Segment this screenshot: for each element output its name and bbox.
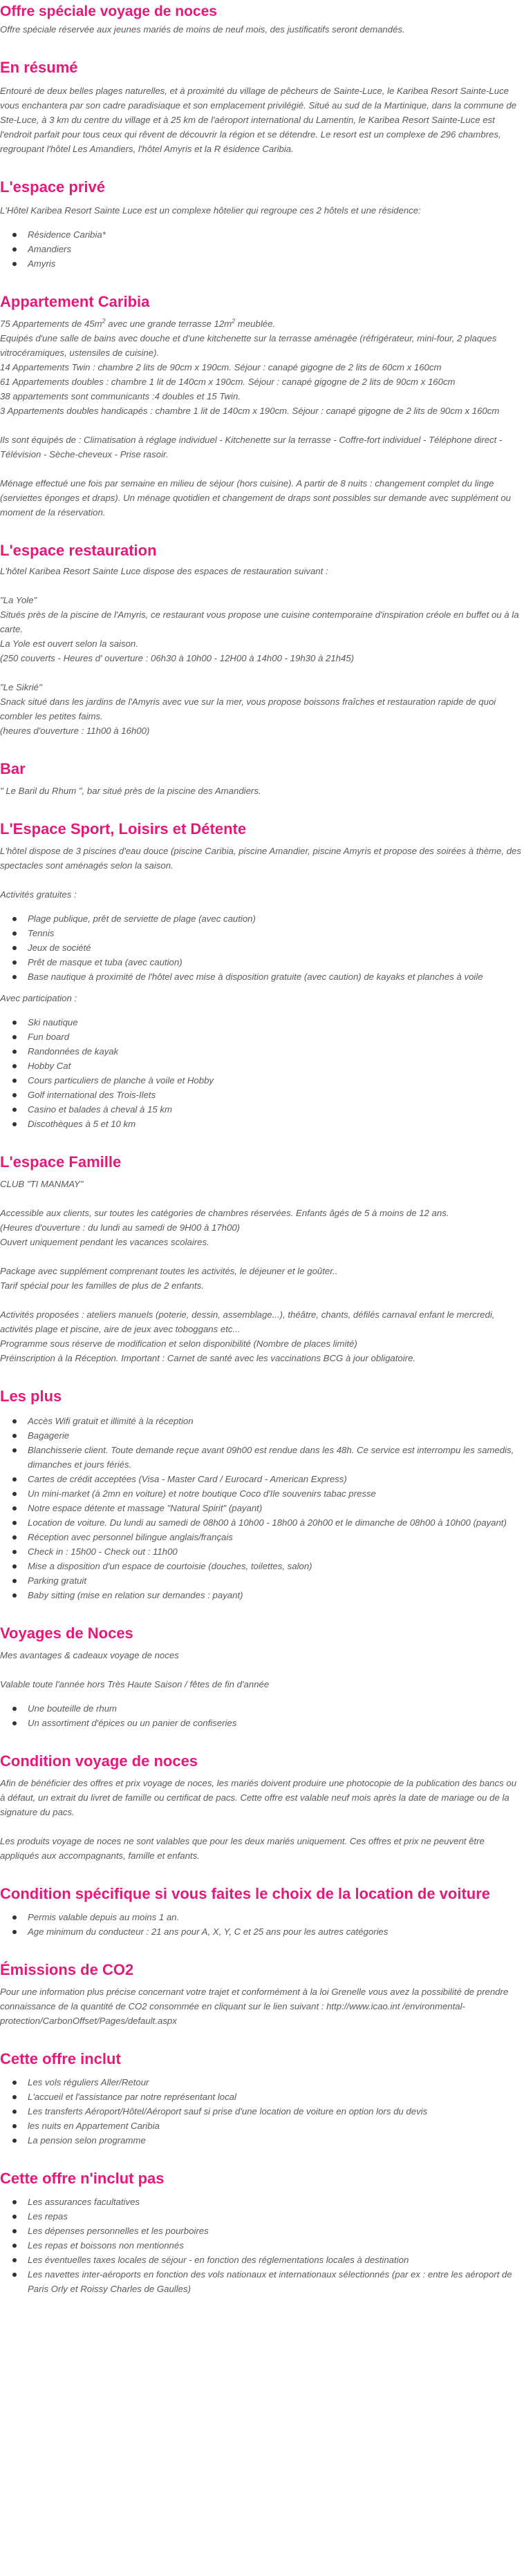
caribia-detail: Equipés d'une salle de bains avec douche et d'une kitchenette sur la terrasse aménagée (réfrigérateur, mini-four, 2 plaques vitrocéramiques, ustensiles de cuisine). <box>0 333 497 358</box>
sport-paid-list <box>0 1015 524 1131</box>
condition-noces-title: Condition voyage de noces <box>0 1752 198 1770</box>
snack-name: "Le Sikrié" <box>0 682 42 692</box>
list-item: Discothèques à 5 et 10 km <box>28 1117 524 1131</box>
caribia-equipment: Ils sont équipés de : Climatisation à réglage individuel - Kitchenette sur la terrasse - Coffre-fort individuel - Téléphone direct - Télévision - Sèche-cheveux - Prise rasoir. <box>0 435 503 460</box>
list-item: Randonnées de kayak <box>28 1044 524 1059</box>
list-item: Les dépenses personnelles et les pourboires <box>28 2224 524 2238</box>
restaurant-desc: Situés près de la piscine de l'Amyris, ce restaurant vous propose une cuisine contemporaine d'inspiration créole en buffet ou à la carte. <box>0 609 519 634</box>
offre-title: Offre spéciale voyage de noces <box>0 3 217 19</box>
list-item: Plage publique, prêt de serviette de plage (avec caution) <box>28 911 524 926</box>
famille-club: CLUB "TI MANMAY" <box>0 1179 84 1189</box>
section-offre <box>0 1 524 37</box>
famille-text: Accessible aux clients, sur toutes les catégories de chambres réservées. Enfants âgés de 5 à moins de 12 ans. <box>0 1208 449 1218</box>
prive-text: L'Hôtel Karibea Resort Sainte Luce est un complexe hôtelier qui regroupe ces 2 hôtels et une résidence: <box>0 205 421 216</box>
list-item: Jeux de société <box>28 940 524 955</box>
list-item: Age minimum du conducteur : 21 ans pour A, X, Y, C et 25 ans pour les autres catégories <box>28 1924 524 1939</box>
section-restauration <box>0 540 524 738</box>
voyages-title: Voyages de Noces <box>0 1625 133 1642</box>
condition-noces-text: Les produits voyage de noces ne sont valables que pour les deux mariés uniquement. Ces offres et prix ne peuvent être appliqués aux accompagnants, famille et enfants. <box>0 1836 485 1861</box>
list-item: Les transferts Aéroport/Hôtel/Aéroport sauf si prise d'une location de voiture en option lors du devis <box>28 2104 524 2119</box>
list-item: Les vols réguliers Aller/Retour <box>28 2075 524 2090</box>
list-item: Tennis <box>28 926 524 940</box>
sport-free-list <box>0 911 524 984</box>
list-item: Cours particuliers de planche à voile et Hobby <box>28 1073 524 1088</box>
plus-list <box>0 1414 524 1602</box>
list-item: Cartes de crédit acceptées (Visa - Master Card / Eurocard - American Express) <box>28 1472 524 1486</box>
restaurant-hours: (250 couverts - Heures d' ouverture : 06h30 à 10h00 - 12H00 à 14h00 - 19h30 à 21h45) <box>0 653 355 663</box>
noninclut-list <box>0 2195 524 2296</box>
list-item: Hobby Cat <box>28 1059 524 1073</box>
caribia-housekeeping: Ménage effectué une fois par semaine en milieu de séjour (hors cuisine). A partir de 8 nuits : changement complet du linge (serviettes éponges et draps). Un ménage quotidien et changement de draps sont possibles sur demande avec supplément ou moment de la réservation. <box>0 478 511 518</box>
list-item: Un mini-market (à 2mn en voiture) et notre boutique Coco d'Ile souvenirs tabac presse <box>28 1486 524 1501</box>
bar-title: Bar <box>0 760 26 777</box>
list-item: Amandiers <box>28 242 524 256</box>
caribia-line1: 75 Appartements de $45m^2$ avec une grande terrasse $12m^2$ meublée. <box>0 317 276 329</box>
list-item: Check in : 15h00 - Check out : 11h00 <box>28 1544 524 1559</box>
resume-text: Entouré de deux belles plages naturelles, et à proximité du village de pêcheurs de Sainte-Luce, le Karibea Resort Sainte-Luce vous enchantera par son cadre paradisiaque et son emplacement privilégié. Situé au sud de la Martinique, dans la commune de Ste-Luce, à 3 km du centre du village et à 25 km de l'aéroport international du Lamentin, le Karibea Resort Sainte-Luce est l'endroit parfait pour tous ceux qui rêvent de découvrir la région et se détendre. Le resort est un complexe de 296 chambres, regroupant l'hôtel Les Amandiers, l'hôtel Amyris et la R ésidence Caribia. <box>0 86 517 154</box>
section-bar <box>0 759 524 798</box>
section-sport <box>0 819 524 1131</box>
list-item: Ski nautique <box>28 1015 524 1030</box>
list-item: Base nautique à proximité de l'hôtel avec mise à disposition gratuite (avec caution) de kayaks et planches à voile <box>28 969 524 984</box>
voyages-advantages: Mes avantages & cadeaux voyage de noces <box>0 1650 179 1660</box>
list-item: Baby sitting (mise en relation sur demandes : payant) <box>28 1588 524 1602</box>
famille-text: Programme sous réserve de modification et selon disponibilité (Nombre de places limité) <box>0 1338 357 1349</box>
list-item: Les assurances facultatives <box>28 2195 524 2209</box>
list-item: Un assortiment d'épices ou un panier de confiseries <box>28 1716 524 1730</box>
list-item: Parking gratuit <box>28 1573 524 1588</box>
section-voyages <box>0 1623 524 1730</box>
resume-title: En résumé <box>0 59 78 76</box>
list-item: Prêt de masque et tuba (avec caution) <box>28 955 524 969</box>
co2-text: Pour une information plus précise concernant votre trajet et conformément à la loi Grenelle vous avez la possibilité de prendre connaissance de la quantité de CO2 consommée en cliquant sur le lien suivant : http://www.icao.int /environmental-protection/CarbonOffset/Pages/default.aspx <box>0 1987 509 2026</box>
list-item: Location de voiture. Du lundi au samedi de 08h00 à 10h00 - 18h00 à 20h00 et le dimanche de 08h00 à 10h00 (payant) <box>28 1515 524 1530</box>
list-item: Résidence Caribia* <box>28 227 524 242</box>
location-list <box>0 1910 524 1939</box>
list-item: Casino et balades à cheval à 15 km <box>28 1102 524 1117</box>
list-item: Blanchisserie client. Toute demande reçue avant 09h00 est rendue dans les 48h. Ce service est interrompu les samedis, dimanches et jours fériés. <box>28 1443 524 1472</box>
famille-text: Package avec supplément comprenant toutes les activités, le déjeuner et le goûter.. <box>0 1266 338 1276</box>
famille-text: Tarif spécial pour les familles de plus de 2 enfants. <box>0 1280 204 1291</box>
co2-title: Émissions de CO2 <box>0 1961 134 1978</box>
restauration-title: L'espace restauration <box>0 542 157 559</box>
sport-free-label: Activités gratuites : <box>0 889 77 900</box>
condition-noces-text: Afin de bénéficier des offres et prix voyage de noces, les mariés doivent produire une photocopie de la publication des bancs ou à défaut, un extrait du livret de famille ou certificat de pacs. Cette offre est valable neuf mois après la date de mariage ou de la signature du pacs. <box>0 1778 517 1817</box>
list-item: Une bouteille de rhum <box>28 1701 524 1716</box>
sport-paid-label: Avec participation : <box>0 993 77 1003</box>
list-item: Accès Wifi gratuit et illimité à la réception <box>28 1414 524 1428</box>
sport-intro: L'hôtel dispose de 3 piscines d'eau douce (piscine Caribia, piscine Amandier, piscine Amyris et propose des soirées à thème, des spectacles sont aménagés selon la saison. <box>0 846 521 871</box>
section-co2 <box>0 1960 524 2028</box>
section-condition-noces <box>0 1751 524 1863</box>
list-item: Mise a disposition d'un espace de courtoisie (douches, toilettes, salon) <box>28 1559 524 1573</box>
section-noninclut <box>0 2168 524 2296</box>
list-item: les nuits en Appartement Caribia <box>28 2119 524 2133</box>
list-item: Notre espace détente et massage "Natural Spirit" (payant) <box>28 1501 524 1515</box>
inclut-title: Cette offre inclut <box>0 2050 121 2067</box>
list-item: Les repas et boissons non mentionnés <box>28 2238 524 2253</box>
sport-title: L'Espace Sport, Loisirs et Détente <box>0 820 247 837</box>
list-item: Les éventuelles taxes locales de séjour - en fonction des réglementations locales à destination <box>28 2253 524 2267</box>
section-plus <box>0 1386 524 1602</box>
inclut-list <box>0 2075 524 2148</box>
voyages-list <box>0 1701 524 1730</box>
restaurant-desc: La Yole est ouvert selon la saison. <box>0 638 138 649</box>
famille-text: Ouvert uniquement pendant les vacances scolaires. <box>0 1237 209 1247</box>
famille-text: Activités proposées : ateliers manuels (poterie, dessin, assemblage...), théâtre, chants, défilés carnaval enfant le mercredi, activités plage et piscine, aire de jeux avec toboggans etc... <box>0 1309 495 1334</box>
restaurant-name: "La Yole" <box>0 595 37 605</box>
list-item: Réception avec personnel bilingue anglais/français <box>28 1530 524 1544</box>
bar-text: " Le Baril du Rhum ", bar situé près de la piscine des Amandiers. <box>0 786 261 796</box>
voyages-validity: Valable toute l'année hors Très Haute Saison / fêtes de fin d'année <box>0 1679 270 1689</box>
list-item: L'accueil et l'assistance par notre représentant local <box>28 2090 524 2104</box>
list-item: Amyris <box>28 256 524 271</box>
prive-title: L'espace privé <box>0 178 105 196</box>
section-resume <box>0 57 524 156</box>
caribia-title: Appartement Caribia <box>0 293 150 310</box>
famille-text: (Heures d'ouverture : du lundi au samedi de 9H00 à 17h00) <box>0 1222 241 1233</box>
famille-text: Préinscription à la Réception. Important : Carnet de santé avec les vaccinations BCG à jour obligatoire. <box>0 1353 416 1363</box>
caribia-detail: 3 Appartements doubles handicapés : chambre 1 lit de 140cm x 190cm. Séjour : canapé gigogne de 2 lits de 90cm x 160cm <box>0 406 500 416</box>
section-prive <box>0 177 524 271</box>
restauration-intro: L'hôtel Karibea Resort Sainte Luce dispose des espaces de restauration suivant : <box>0 566 328 576</box>
list-item: Bagagerie <box>28 1428 524 1443</box>
list-item: Fun board <box>28 1030 524 1044</box>
offre-text: Offre spéciale réservée aux jeunes mariés de moins de neuf mois, des justificatifs seront demandés. <box>0 24 405 35</box>
section-inclut <box>0 2049 524 2148</box>
location-title: Condition spécifique si vous faites le choix de la location de voiture <box>0 1885 491 1902</box>
snack-desc: Snack situé dans les jardins de l'Amyris avec vue sur la mer, vous propose boissons fraîches et restauration rapide de quoi combler les petites faims. <box>0 697 496 721</box>
section-location <box>0 1884 524 1939</box>
list-item: Golf international des Trois-Ilets <box>28 1088 524 1102</box>
section-caribia <box>0 292 524 520</box>
list-item: Les repas <box>28 2209 524 2224</box>
caribia-detail: 38 appartements sont communicants :4 doubles et 15 Twin. <box>0 391 241 401</box>
famille-title: L'espace Famille <box>0 1153 122 1171</box>
list-item: La pension selon programme <box>28 2133 524 2148</box>
prive-list <box>0 227 524 271</box>
caribia-detail: 14 Appartements Twin : chambre 2 lits de 90cm x 190cm. Séjour : canapé gigogne de 2 lits de 60cm x 160cm <box>0 362 442 372</box>
snack-hours: (heures d'ouverture : 11h00 à 16h00) <box>0 726 150 736</box>
list-item: Permis valable depuis au moins 1 an. <box>28 1910 524 1924</box>
noninclut-title: Cette offre n'inclut pas <box>0 2170 165 2187</box>
plus-title: Les plus <box>0 1388 62 1405</box>
section-famille <box>0 1152 524 1365</box>
list-item: Les navettes inter-aéroports en fonction des vols nationaux et internationaux sélectionnés (par ex : entre les aéroport de Paris Orly et Roissy Charles de Gaulles) <box>28 2267 524 2296</box>
caribia-detail: 61 Appartements doubles : chambre 1 lit de 140cm x 190cm. Séjour : canapé gigogne de 2 lits de 90cm x 160cm <box>0 377 456 387</box>
